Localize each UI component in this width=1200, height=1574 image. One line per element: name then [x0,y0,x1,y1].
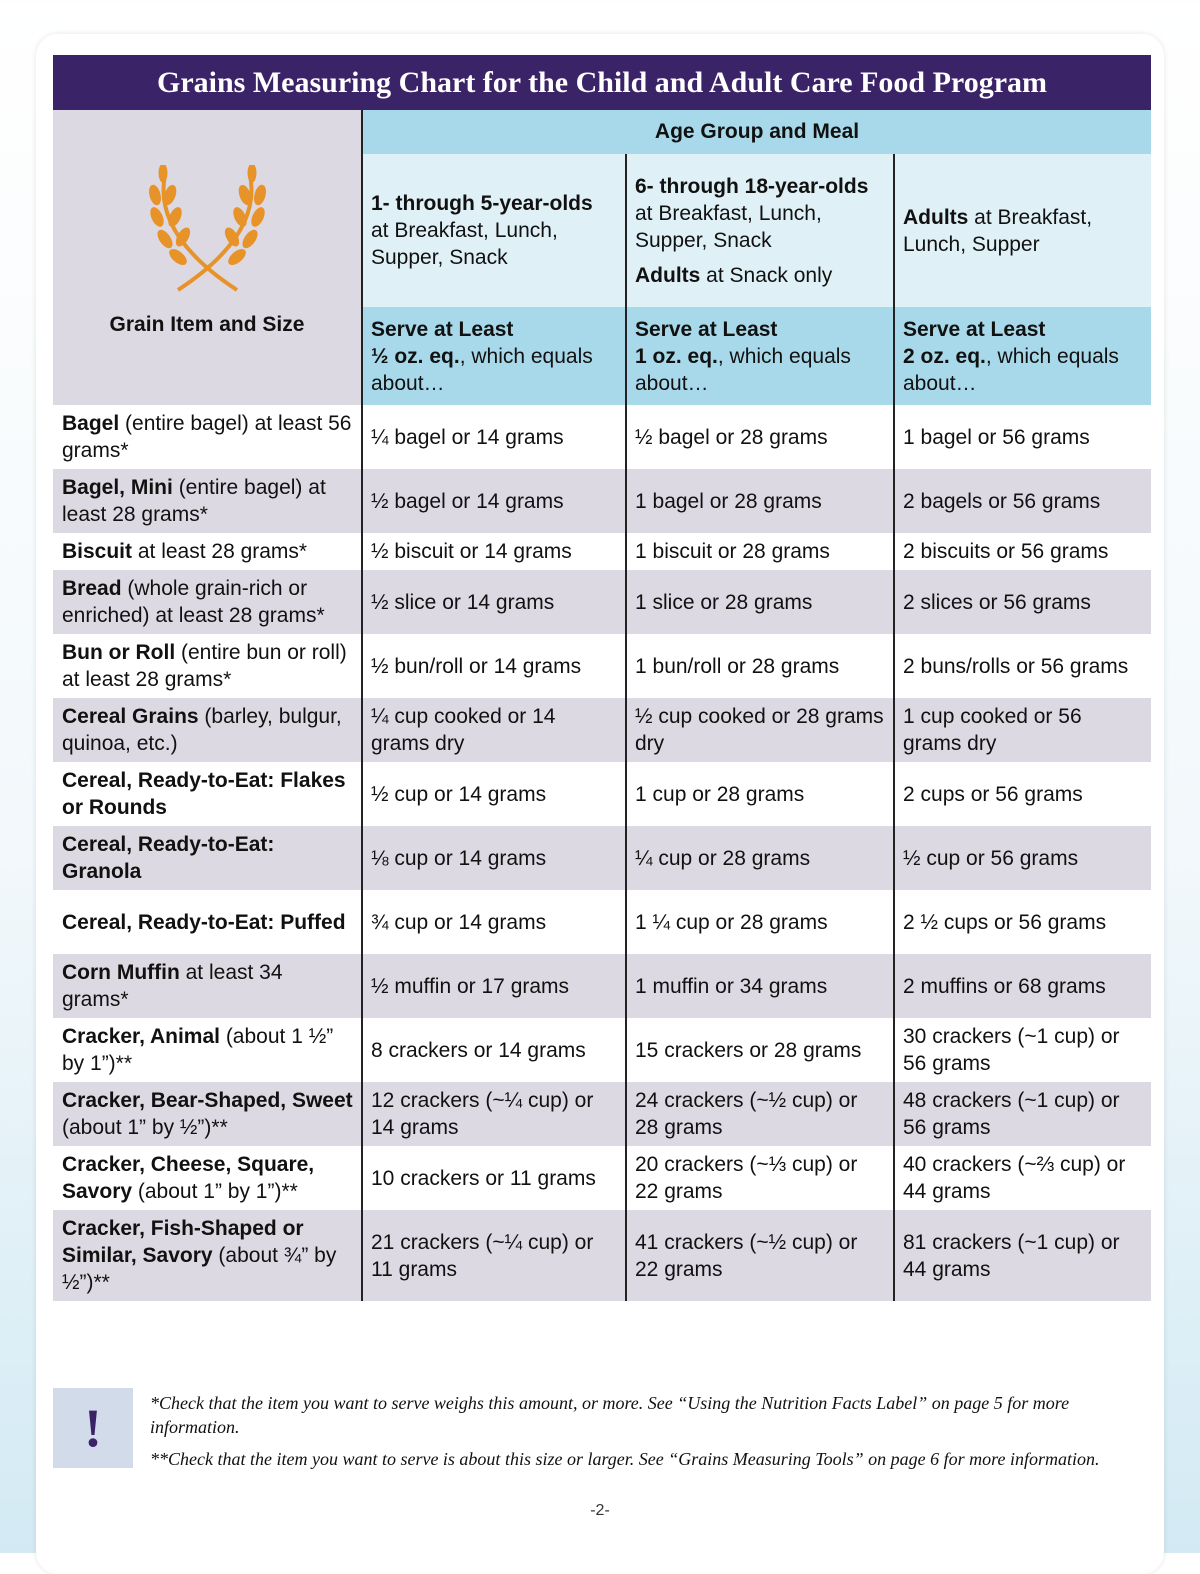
serving-6-18: ½ cup cooked or 28 grams dry [626,698,894,762]
serving-6-18: 41 crackers (~½ cup) or 22 grams [626,1210,894,1301]
wheat-icon [145,165,270,295]
item-detail: (entire bun or roll) at least 28 grams* [62,641,347,691]
serving-1-5: ½ muffin or 17 grams [362,954,626,1018]
table-row [53,1146,1151,1210]
serving-1-5: ⅛ cup or 14 grams [362,826,626,890]
item-name: Biscuit [62,540,133,563]
serving-adults: 2 biscuits or 56 grams [894,533,1151,570]
item-name: Cereal Grains [62,705,199,728]
item-detail: (about 1” by 1”)** [132,1180,298,1203]
serving-adults: 2 slices or 56 grams [894,570,1151,634]
serve-3-amount: 2 oz. eq. [903,344,986,368]
item-column-header [53,110,362,405]
serving-6-18: 1 ¼ cup or 28 grams [626,890,894,954]
table-row [53,405,1151,469]
table-row [53,1082,1151,1146]
serve-1-text: , which equals about… [371,344,593,395]
item-name: Cereal, Ready-to-Eat: Flakes or Rounds [62,769,346,819]
item-detail: (whole grain-rich or enriched) at least 28 grams* [62,577,325,627]
serving-6-18: 1 muffin or 34 grams [626,954,894,1018]
table-row [53,762,1151,826]
serving-adults: 40 crackers (~⅔ cup) or 44 grams [894,1146,1151,1210]
serving-1-5: ½ bagel or 14 grams [362,469,626,533]
serve-2-label: Serve at Least [635,317,778,341]
group-2-extra-text: at Snack only [700,263,833,287]
serve-1-label: Serve at Least [371,317,514,341]
group-header-2 [626,154,894,307]
serving-1-5: ¾ cup or 14 grams [362,890,626,954]
serving-adults: 81 crackers (~1 cup) or 44 grams [894,1210,1151,1301]
group-1-bold: 1- through 5-year-olds [371,192,593,215]
serving-6-18: 1 slice or 28 grams [626,570,894,634]
footnotes [150,1391,1130,1479]
page-title: Grains Measuring Chart for the Child and Adult Care Food Program [53,55,1151,110]
item-name: Cracker, Animal [62,1025,220,1048]
item-name: Bread [62,577,122,600]
group-2-extra-bold: Adults [635,263,701,287]
group-header-3 [894,154,1151,307]
group-3-bold: Adults [903,205,969,229]
serving-6-18: 1 bagel or 28 grams [626,469,894,533]
table-row [53,826,1151,890]
item-name: Cereal, Ready-to-Eat: Puffed [62,910,346,934]
serving-1-5: 21 crackers (~¼ cup) or 11 grams [362,1210,626,1301]
table-row [53,1018,1151,1082]
serving-1-5: ¼ bagel or 14 grams [362,405,626,469]
footnote-size: **Check that the item you want to serve is about this size or larger. See “Grains Measuring Tools” on page 6 for more information. [150,1449,1100,1469]
serving-6-18: 1 cup or 28 grams [626,762,894,826]
item-detail: (entire bagel) at least 28 grams* [62,476,326,526]
serving-6-18: ¼ cup or 28 grams [626,826,894,890]
serving-1-5: ½ slice or 14 grams [362,570,626,634]
serving-adults: 2 bagels or 56 grams [894,469,1151,533]
serving-adults: 48 crackers (~1 cup) or 56 grams [894,1082,1151,1146]
serve-header-1 [362,307,626,405]
item-name: Cereal, Ready-to-Eat: Granola [62,833,275,883]
serve-header-3 [894,307,1151,405]
item-column-label: Grain Item and Size [109,313,305,336]
serve-2-text: , which equals about… [635,344,851,395]
serve-header-2 [626,307,894,405]
serving-6-18: 1 bun/roll or 28 grams [626,634,894,698]
group-2-meals: at Breakfast, Lunch, Supper, Snack [635,201,822,252]
serving-6-18: ½ bagel or 28 grams [626,405,894,469]
age-group-header: Age Group and Meal [362,110,1151,154]
table-row [53,469,1151,533]
item-name: Bagel, Mini [62,476,173,499]
item-detail: (about ¾” by ½”)** [62,1244,337,1294]
serving-6-18: 24 crackers (~½ cup) or 28 grams [626,1082,894,1146]
serve-1-amount: ½ oz. eq. [371,344,460,368]
table-row [53,1210,1151,1301]
serving-adults: 2 cups or 56 grams [894,762,1151,826]
serve-2-amount: 1 oz. eq. [635,344,718,368]
item-detail: (about 1” by ½”)** [62,1116,228,1139]
table-row [53,533,1151,570]
item-name: Cracker, Bear-Shaped, Sweet [62,1089,353,1112]
exclamation-icon: ! [53,1388,133,1468]
group-header-1 [362,154,626,307]
serving-adults: 2 ½ cups or 56 grams [894,890,1151,954]
table-row [53,634,1151,698]
item-name: Bagel [62,412,120,435]
table-row [53,570,1151,634]
item-name: Bun or Roll [62,641,176,664]
item-name: Cracker, Fish-Shaped or Similar, Savory [62,1217,304,1267]
serving-adults: 1 cup cooked or 56 grams dry [894,698,1151,762]
serving-adults: 1 bagel or 56 grams [894,405,1151,469]
serving-1-5: 10 crackers or 11 grams [362,1146,626,1210]
item-detail: (about 1 ½” by 1”)** [62,1025,334,1075]
item-name: Cracker, Cheese, Square, Savory [62,1153,315,1203]
serving-adults: 2 muffins or 68 grams [894,954,1151,1018]
serving-1-5: ½ bun/roll or 14 grams [362,634,626,698]
footnote-weight: *Check that the item you want to serve weighs this amount, or more. See “Using the Nutrition Facts Label” on page 5 for more information. [150,1393,1070,1437]
group-3-meals: at Breakfast, Lunch, Supper [903,205,1093,256]
item-detail: at least 28 grams* [132,540,308,563]
item-detail: (barley, bulgur, quinoa, etc.) [62,705,342,755]
serving-adults: ½ cup or 56 grams [894,826,1151,890]
table-row [53,954,1151,1018]
serve-3-label: Serve at Least [903,317,1046,341]
serving-6-18: 15 crackers or 28 grams [626,1018,894,1082]
serve-3-text: , which equals about… [903,344,1119,395]
serving-adults: 2 buns/rolls or 56 grams [894,634,1151,698]
table-row [53,890,1151,954]
serving-1-5: 12 crackers (~¼ cup) or 14 grams [362,1082,626,1146]
table-row [53,698,1151,762]
serving-1-5: 8 crackers or 14 grams [362,1018,626,1082]
group-1-meals: at Breakfast, Lunch, Supper, Snack [371,219,558,269]
page-number: -2- [590,1502,610,1519]
serving-1-5: ¼ cup cooked or 14 grams dry [362,698,626,762]
serving-adults: 30 crackers (~1 cup) or 56 grams [894,1018,1151,1082]
serving-6-18: 20 crackers (~⅓ cup) or 22 grams [626,1146,894,1210]
item-detail: at least 34 grams* [62,961,283,1011]
serving-1-5: ½ biscuit or 14 grams [362,533,626,570]
group-2-bold: 6- through 18-year-olds [635,174,869,198]
serving-1-5: ½ cup or 14 grams [362,762,626,826]
item-detail: (entire bagel) at least 56 grams* [62,412,352,462]
item-name: Corn Muffin [62,961,180,984]
grains-table [53,110,1151,1301]
serving-6-18: 1 biscuit or 28 grams [626,533,894,570]
